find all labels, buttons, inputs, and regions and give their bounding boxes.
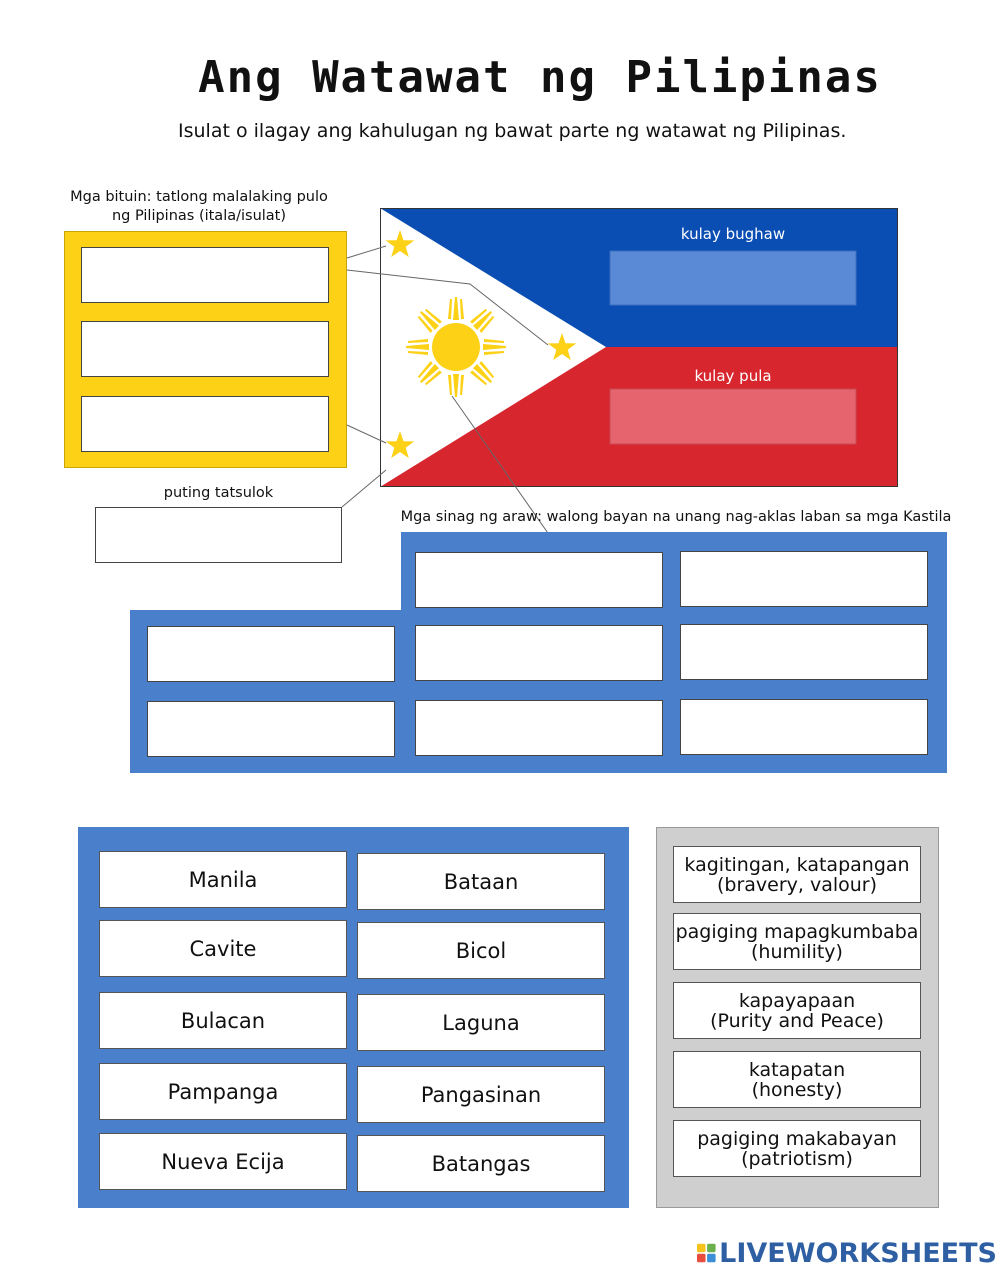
value-card-line2: (Purity and Peace) bbox=[710, 1009, 884, 1032]
value-card-line2: (patriotism) bbox=[741, 1147, 853, 1170]
value-card-line1: pagiging mapagkumbaba bbox=[675, 920, 919, 943]
stars-label: Mga bituin: tatlong malalaking pulo ng Pilipinas (itala/isulat) bbox=[70, 189, 328, 224]
province-card[interactable]: Batangas bbox=[357, 1135, 605, 1192]
value-card-line2: (humility) bbox=[751, 940, 843, 963]
value-card-line1: katapatan bbox=[748, 1058, 846, 1081]
blue-label: kulay bughaw bbox=[680, 225, 786, 243]
star-answer-2[interactable] bbox=[81, 321, 329, 377]
province-card[interactable]: Pangasinan bbox=[357, 1066, 605, 1123]
ray-answer-5[interactable] bbox=[680, 624, 928, 680]
province-card[interactable]: Pampanga bbox=[99, 1063, 347, 1120]
value-card-line2: (honesty) bbox=[751, 1078, 843, 1101]
value-card[interactable] bbox=[673, 913, 921, 970]
province-card[interactable]: Nueva Ecija bbox=[99, 1133, 347, 1190]
liveworksheets-logo-text: LIVEWORKSHEETS bbox=[719, 1237, 997, 1269]
page-title: Ang Watawat ng Pilipinas bbox=[198, 52, 882, 103]
province-card[interactable]: Manila bbox=[99, 851, 347, 908]
value-card[interactable] bbox=[673, 846, 921, 903]
value-card-line2: (bravery, valour) bbox=[716, 873, 878, 896]
ray-answer-1[interactable] bbox=[415, 552, 663, 608]
province-card[interactable]: Bicol bbox=[357, 922, 605, 979]
sun-icon bbox=[406, 297, 506, 397]
liveworksheets-logo bbox=[697, 1238, 997, 1268]
red-label: kulay pula bbox=[694, 367, 772, 385]
value-card-line1: pagiging makabayan bbox=[697, 1127, 897, 1150]
province-card[interactable]: Cavite bbox=[99, 920, 347, 977]
province-card[interactable]: Bulacan bbox=[99, 992, 347, 1049]
liveworksheets-logo-icon bbox=[697, 1240, 717, 1266]
value-card-line1: kapayapaan bbox=[738, 989, 856, 1012]
value-card[interactable] bbox=[673, 1051, 921, 1108]
philippine-flag bbox=[380, 208, 898, 487]
star-answer-input-1[interactable] bbox=[82, 248, 328, 302]
ray-answer-7[interactable] bbox=[415, 700, 663, 756]
value-card[interactable] bbox=[673, 1120, 921, 1177]
province-card[interactable]: Bataan bbox=[357, 853, 605, 910]
ray-answer-6[interactable] bbox=[147, 701, 395, 757]
stars-panel bbox=[64, 231, 347, 468]
star-answer-1[interactable] bbox=[81, 247, 329, 303]
value-card-line1: kagitingan, katapangan bbox=[684, 853, 910, 876]
triangle-label: puting tatsulok bbox=[163, 485, 274, 501]
ray-answer-4[interactable] bbox=[415, 625, 663, 681]
red-answer-field[interactable] bbox=[610, 389, 856, 444]
ray-answer-8[interactable] bbox=[680, 699, 928, 755]
star-answer-input-3[interactable] bbox=[82, 397, 328, 451]
instructions: Isulat o ilagay ang kahulugan ng bawat parte ng watawat ng Pilipinas. bbox=[178, 120, 847, 142]
province-card[interactable]: Laguna bbox=[357, 994, 605, 1051]
ray-answer-2[interactable] bbox=[680, 551, 928, 607]
value-card[interactable] bbox=[673, 982, 921, 1039]
star-answer-input-2[interactable] bbox=[82, 322, 328, 376]
triangle-answer-input[interactable] bbox=[96, 508, 341, 562]
blue-answer-field[interactable] bbox=[610, 251, 856, 305]
star-answer-3[interactable] bbox=[81, 396, 329, 452]
rays-label: Mga sinag ng araw: walong bayan na unang nag-aklas laban sa mga Kastila bbox=[400, 509, 952, 525]
triangle-answer[interactable] bbox=[95, 507, 342, 563]
ray-answer-3[interactable] bbox=[147, 626, 395, 682]
